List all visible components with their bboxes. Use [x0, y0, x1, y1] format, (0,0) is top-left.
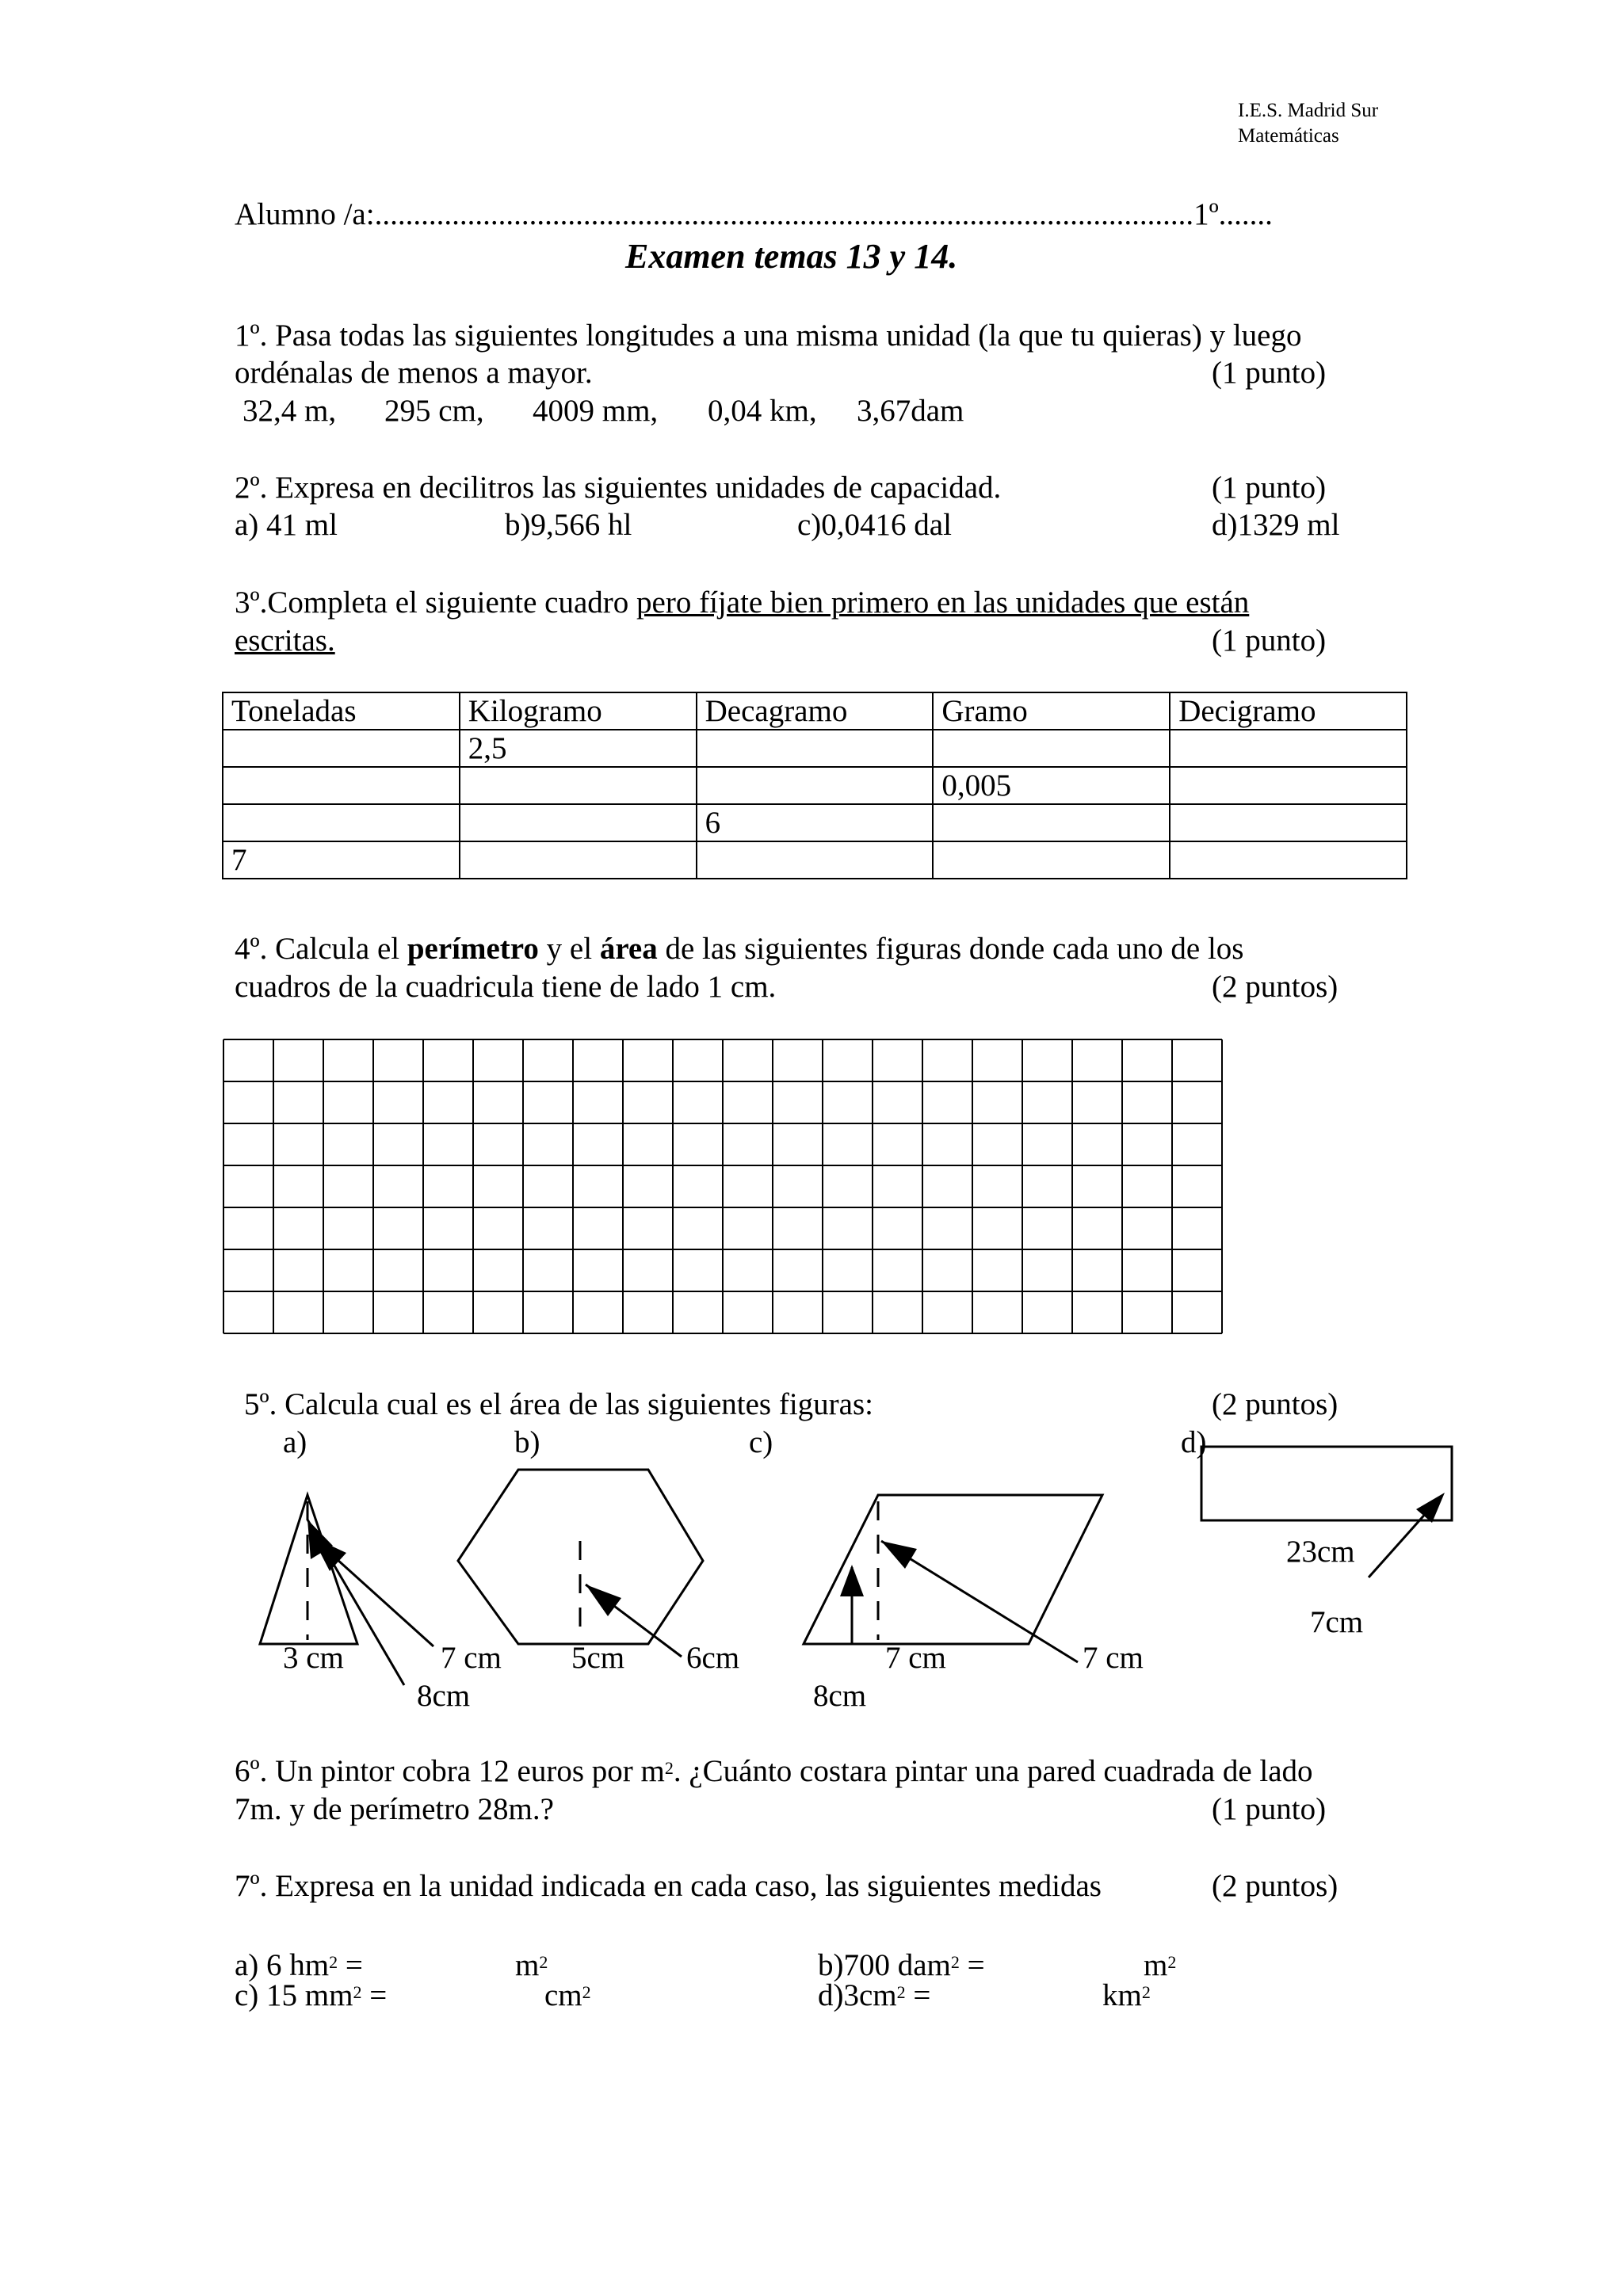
fig-c-height-label: 8cm — [813, 1679, 867, 1713]
q7-unit-text: cm — [544, 1978, 582, 2012]
table-cell: 6 — [697, 804, 934, 841]
student-name-line: Alumno /a:..........................................................................................................1º....... — [235, 197, 1273, 231]
table-header-cell: Kilogramo — [460, 692, 697, 730]
q6-text-part: . ¿Cuánto costara pintar una pared cuadrada de lado — [673, 1754, 1313, 1788]
q7-superscript: 2 — [1167, 1952, 1177, 1972]
q7-item-left — [818, 1978, 930, 2014]
q7-text: 7º. Expresa en la unidad indicada en cada caso, las siguientes medidas — [235, 1869, 1102, 1903]
q7-unit-text: km — [1102, 1978, 1142, 2012]
fig-a-height-label: 8cm — [417, 1679, 471, 1713]
fig-d-length-label: 23cm — [1286, 1535, 1355, 1569]
q7-item-text: d)3cm — [818, 1978, 897, 2012]
fig-d-diagonal-label: 7cm — [1310, 1605, 1364, 1639]
q3-text-line2: escritas. — [235, 624, 335, 658]
q7-unit-text: m — [1144, 1948, 1168, 1982]
figure-label: b) — [514, 1425, 540, 1459]
q7-item-unit — [515, 1947, 548, 1984]
q4-text-line2: cuadros de la cuadricula tiene de lado 1 cm. — [235, 970, 777, 1004]
fig-b-apothem-label: 5cm — [571, 1641, 625, 1675]
table-cell: 0,005 — [933, 767, 1170, 804]
q1-value: 3,67dam — [857, 394, 964, 428]
q1-points: (1 punto) — [1212, 356, 1327, 390]
q1-value: 295 cm, — [384, 394, 484, 428]
q6-points: (1 punto) — [1212, 1792, 1327, 1826]
q7-item-text: c) 15 mm — [235, 1978, 353, 2012]
q2-points: (1 punto) — [1212, 471, 1327, 505]
q1-value: 32,4 m, — [242, 394, 337, 428]
figure-b-hexagon — [458, 1470, 703, 1657]
q7-item-equals: = — [905, 1978, 931, 2012]
q4-text-part: 4º. Calcula el — [235, 932, 407, 966]
q7-item-unit — [1102, 1978, 1151, 2014]
q4-text-part: de las siguientes figuras donde cada uno de los — [657, 932, 1244, 966]
q7-points: (2 puntos) — [1212, 1869, 1338, 1903]
q7-superscript: 2 — [353, 1982, 362, 2002]
figure-label: d) — [1181, 1425, 1207, 1459]
table-cell: 2,5 — [460, 730, 697, 767]
q2-item: b)9,566 hl — [505, 508, 632, 542]
q1-value: 4009 mm, — [533, 394, 659, 428]
q1-text-line2: ordénalas de menos a mayor. — [235, 356, 593, 390]
q7-item-unit — [544, 1978, 591, 2014]
q3-points: (1 punto) — [1212, 624, 1327, 658]
q1-text-line1: 1º. Pasa todas las siguientes longitudes a una misma unidad (la que tu quieras) y luego — [235, 318, 1302, 353]
fig-c-side-label: 7 cm — [1083, 1641, 1144, 1675]
q7-superscript: 2 — [539, 1952, 548, 1972]
q4-points: (2 puntos) — [1212, 970, 1338, 1004]
q7-item-left — [235, 1978, 387, 2014]
q7-superscript: 2 — [1141, 1982, 1151, 2002]
fig-a-side-label: 7 cm — [441, 1641, 502, 1675]
q6-text-line1 — [235, 1753, 1313, 1790]
figure-c-parallelogram — [804, 1495, 1102, 1662]
q7-superscript: 2 — [896, 1982, 906, 2002]
q7-superscript: 2 — [329, 1952, 338, 1972]
q7-item-text: b)700 dam — [818, 1948, 951, 1982]
q6-superscript: 2 — [664, 1758, 674, 1778]
q7-item-text: a) 6 hm — [235, 1948, 330, 1982]
q7-unit-text: m — [515, 1948, 540, 1982]
q6-text-part: 6º. Un pintor cobra 12 euros por m — [235, 1754, 665, 1788]
fig-a-base-label: 3 cm — [283, 1641, 344, 1675]
q2-text: 2º. Expresa en decilitros las siguientes unidades de capacidad. — [235, 471, 1002, 505]
table-header-cell: Decagramo — [697, 692, 934, 730]
q4-bold-perimeter: perímetro — [407, 932, 539, 966]
q3-text-plain: 3º.Completa el siguiente cuadro — [235, 585, 637, 620]
exam-title: Examen temas 13 y 14. — [625, 237, 958, 276]
q7-item-equals: = — [959, 1948, 985, 1982]
q2-item: c)0,0416 dal — [797, 508, 952, 542]
q2-item: d)1329 ml — [1212, 508, 1340, 542]
q3-text-underlined: pero fíjate bien primero en las unidades que están — [636, 585, 1250, 620]
q5-text: 5º. Calcula cual es el área de las siguientes figuras: — [244, 1387, 873, 1421]
table-cell: 7 — [223, 841, 460, 879]
table-header-cell: Gramo — [933, 692, 1170, 730]
q2-item: a) 41 ml — [235, 508, 338, 542]
q6-text-line2: 7m. y de perímetro 28m.? — [235, 1792, 554, 1826]
q7-item-equals: = — [338, 1948, 363, 1982]
fig-b-side-label: 6cm — [686, 1641, 740, 1675]
subject-name: Matemáticas — [1238, 125, 1339, 147]
school-name: I.E.S. Madrid Sur — [1238, 100, 1379, 121]
fig-c-base-label: 7 cm — [885, 1641, 946, 1675]
table-header-cell: Decigramo — [1170, 692, 1407, 730]
figure-label: c) — [749, 1425, 773, 1459]
q7-superscript: 2 — [950, 1952, 960, 1972]
q7-item-equals: = — [361, 1978, 388, 2012]
q5-points: (2 puntos) — [1212, 1387, 1338, 1421]
table-header-cell: Toneladas — [223, 692, 460, 730]
q1-value: 0,04 km, — [708, 394, 817, 428]
q4-text-part: y el — [538, 932, 600, 966]
figure-label: a) — [283, 1425, 307, 1459]
q4-bold-area: área — [599, 932, 658, 966]
square-grid — [223, 1039, 1222, 1333]
q7-superscript: 2 — [582, 1982, 591, 2002]
